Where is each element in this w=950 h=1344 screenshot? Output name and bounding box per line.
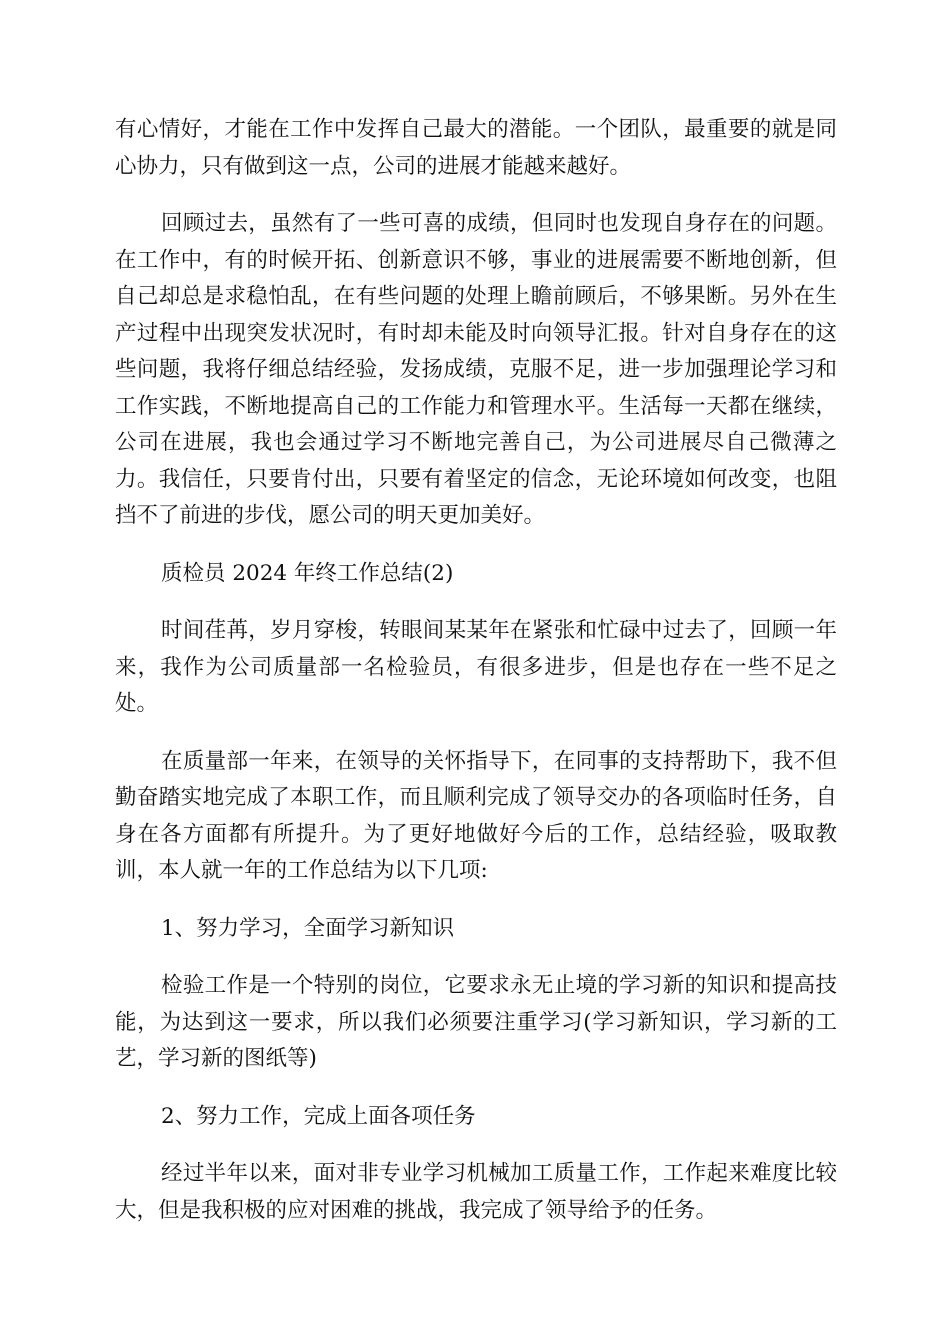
heading-item-1: 1、努力学习，全面学习新知识 — [161, 915, 455, 941]
paragraph-review: 回顾过去，虽然有了一些可喜的成绩，但同时也发现自身存在的问题。在工作中，有的时候开拓、创新意识不够，事业的进展需要不断地创新，但自己却总是求稳怕乱，在有些问题的处理上瞻前顾后，不够果断。另外在生产过程中出现突发状况时，有时却未能及时向领导汇报。针对自身存在的这些问题，我将仔细总结经验，发扬成绩，克服不足，进一步加强理论学习和工作实践，不断地提高自己的工作能力和管理水平。生活每一天都在继续，公司在进展，我也会通过学习不断地完善自己，为公司进展尽自己微薄之力。我信任，只要肯付出，只要有着坚定的信念，无论环境如何改变，也阻挡不了前进的步伐，愿公司的明天更加美好。 — [115, 211, 837, 528]
document-page — [115, 112, 837, 1250]
paragraph-continuation: 有心情好，才能在工作中发挥自己最大的潜能。一个团队，最重要的就是同心协力，只有做到这一点，公司的进展才能越来越好。 — [115, 117, 837, 179]
paragraph-item-1: 检验工作是一个特别的岗位，它要求永无止境的学习新的知识和提高技能，为达到这一要求，所以我们必须要注重学习(学习新知识，学习新的工艺，学习新的图纸等) — [115, 973, 837, 1071]
paragraph-item-2: 经过半年以来，面对非专业学习机械加工质量工作，工作起来难度比较大，但是我积极的应对困难的挑战，我完成了领导给予的任务。 — [115, 1161, 837, 1223]
paragraph-intro: 时间荏苒，岁月穿梭，转眼间某某年在紧张和忙碌中过去了，回顾一年来，我作为公司质量部一名检验员，有很多进步，但是也存在一些不足之处。 — [115, 618, 837, 716]
section-title: 质检员 2024 年终工作总结(2) — [161, 560, 454, 586]
paragraph-summary: 在质量部一年来，在领导的关怀指导下，在同事的支持帮助下，我不但勤奋踏实地完成了本职工作，而且顺利完成了领导交办的各项临时任务，自身在各方面都有所提升。为了更好地做好今后的工作，总结经验，吸取教训，本人就一年的工作总结为以下几项: — [115, 748, 837, 883]
heading-item-2: 2、努力工作，完成上面各项任务 — [161, 1103, 476, 1129]
